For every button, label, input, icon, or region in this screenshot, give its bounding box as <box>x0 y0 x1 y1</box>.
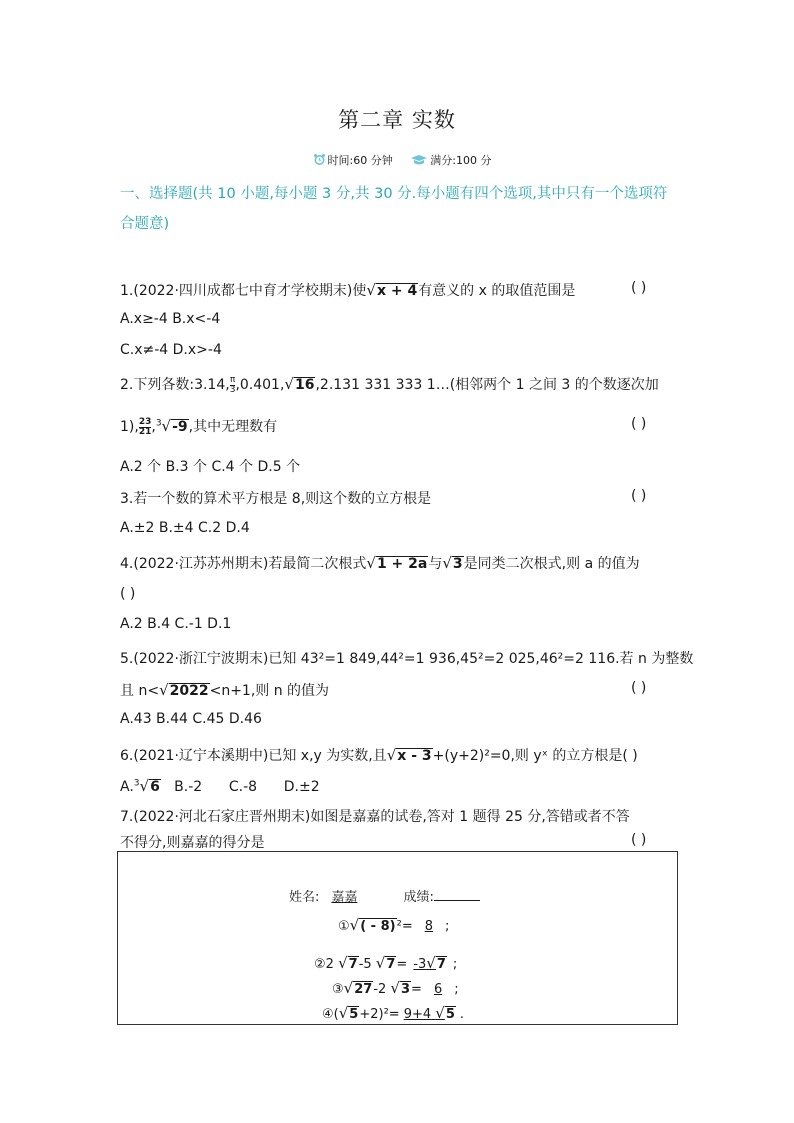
radical-sign: √ <box>338 954 348 972</box>
student-name: 嘉嘉 <box>331 890 358 905</box>
item2-answer-radicand: 7 <box>436 957 446 972</box>
radical-sign: √ <box>366 281 376 299</box>
paper-item-2 <box>314 954 457 972</box>
item4-answer-radicand: 5 <box>445 1007 455 1022</box>
question-4 <box>120 553 640 573</box>
q5-radicand: 2022 <box>169 683 209 699</box>
q4-stem-mid: 与 <box>428 556 443 572</box>
q2-options: A.2 个 B.3 个 C.4 个 D.5 个 <box>120 459 301 475</box>
fraction-numerator: π <box>229 374 236 385</box>
item3-radicand-1: 27 <box>354 982 373 997</box>
period: . <box>459 1007 465 1022</box>
grade-label: 成绩: <box>403 890 434 905</box>
q6-stem: 6.(2021·辽宁本溪期中)已知 x,y 为实数,且 <box>120 748 387 764</box>
radical-sign: √ <box>442 554 452 572</box>
radical-sign: √ <box>338 1004 349 1022</box>
page-title: 第二章 实数 <box>338 108 456 132</box>
q2-stem: 2.下列各数:3.14, <box>120 377 230 393</box>
q5-stem-end: <n+1,则 n 的值为 <box>209 683 330 699</box>
paper-item-3 <box>332 979 459 997</box>
item3-eq: = <box>411 982 422 997</box>
radical-sign: √ <box>139 777 150 795</box>
question-7: 7.(2022·河北石家庄晋州期末)如图是嘉嘉的试卷,答对 1 题得 25 分,答错或者不答 <box>120 809 630 825</box>
item4-answer <box>400 1004 460 1022</box>
radical-sign: √ <box>284 375 294 393</box>
graduation-cap-icon <box>410 154 428 169</box>
question-6 <box>120 745 638 765</box>
q5-options: A.43 B.44 C.45 D.46 <box>120 711 262 727</box>
q4-radicand-2: 3 <box>452 556 463 572</box>
item2-answer-coef: -3 <box>413 957 427 972</box>
answer-blank-3: ( ) <box>631 488 647 504</box>
answer-blank-1: ( ) <box>631 280 647 296</box>
answer-blank-5: ( ) <box>631 680 647 696</box>
radical-sign: √ <box>349 916 360 934</box>
answer-blank-2: ( ) <box>631 416 647 432</box>
grade-blank <box>434 888 480 901</box>
q6-options-rest: B.-2 C.-8 D.±2 <box>160 779 320 795</box>
cube-root-index: 3 <box>155 418 162 429</box>
question-1 <box>120 280 575 300</box>
paper-item-4 <box>322 1004 464 1022</box>
item2-radicand-1: 7 <box>348 957 358 972</box>
radical-sign: √ <box>435 1004 445 1022</box>
radical-sign: √ <box>390 979 400 997</box>
q4-stem: 4.(2022·江苏苏州期末)若最简二次根式 <box>120 556 367 572</box>
q6-option-a: A. <box>120 779 134 795</box>
item4-radicand: 5 <box>349 1007 359 1022</box>
q5-stem: 且 n< <box>120 683 160 699</box>
item2-answer <box>407 954 453 972</box>
q4-radicand-1: 1 + 2a <box>376 556 428 572</box>
q6-option-a-radicand: 6 <box>150 779 160 795</box>
paper-item-1 <box>338 916 449 934</box>
fraction-denominator: 3 <box>229 384 236 395</box>
clock-icon <box>313 153 326 169</box>
item-number: ④( <box>322 1007 339 1022</box>
q2-stem-c: ,2.131 331 333 1…(相邻两个 1 之间 3 的个数逐次加 <box>315 377 659 393</box>
item3-answer: 6 <box>433 982 443 997</box>
item-number: ③ <box>332 982 344 997</box>
answer-blank-4: ( ) <box>120 586 136 602</box>
q2-stem-e: , <box>151 419 156 435</box>
q2-radicand-2: -9 <box>172 419 188 435</box>
q1-options-cd: C.x≠-4 D.x>-4 <box>120 342 222 358</box>
exam-meta <box>0 152 794 169</box>
full-score: 满分:100 分 <box>430 154 492 167</box>
section-heading: 一、选择题(共 10 小题,每小题 3 分,共 30 分.每小题有四个选项,其中只有一个选项符合题意) <box>120 186 668 232</box>
item1-tail: ²= <box>396 919 413 934</box>
question-3: 3.若一个数的算术平方根是 8,则这个数的立方根是 <box>120 491 432 507</box>
item2-eq: = <box>396 957 408 972</box>
item3-radicand-2: 3 <box>400 982 411 997</box>
name-label: 姓名: <box>289 890 320 905</box>
radical-sign: √ <box>159 681 169 699</box>
radical-sign: √ <box>426 954 436 972</box>
answer-blank-7: ( ) <box>631 832 647 848</box>
item2-mid: -5 <box>358 957 372 972</box>
fraction-23-21 <box>139 418 152 437</box>
semicolon: ; <box>445 919 450 934</box>
q6-radicand: x - 3 <box>397 748 432 764</box>
radical-sign: √ <box>343 979 354 997</box>
cube-root-index: 3 <box>133 778 140 789</box>
item1-radicand: ( - 8) <box>360 919 396 934</box>
q2-stem-d: 1), <box>120 419 139 435</box>
item4-answer-coef: 9+4 <box>403 1007 432 1022</box>
semicolon: ; <box>454 982 459 997</box>
item2-radicand-2: 7 <box>386 957 396 972</box>
q6-options <box>120 777 320 795</box>
time-limit: 时间:60 分钟 <box>327 154 393 167</box>
q1-options-ab: A.x≥-4 B.x<-4 <box>120 311 221 327</box>
q2-stem-f: ,其中无理数有 <box>188 419 278 435</box>
item1-answer: 8 <box>424 919 433 934</box>
q4-options: A.2 B.4 C.-1 D.1 <box>120 616 232 632</box>
item-number: ① <box>338 919 350 934</box>
fraction-numerator: 23 <box>138 416 152 427</box>
q2-radicand: 16 <box>294 377 315 393</box>
question-5-line2 <box>120 680 329 700</box>
semicolon: ; <box>452 957 458 972</box>
item-number: ②2 <box>314 957 334 972</box>
question-7-line2: 不得分,则嘉嘉的得分是 <box>120 835 265 851</box>
item4-mid: +2)²= <box>359 1007 400 1022</box>
question-5: 5.(2022·浙江宁波期末)已知 43²=1 849,44²=1 936,45²=2 025,46²=2 116.若 n 为整数 <box>120 651 694 667</box>
paper-name-row <box>289 886 480 905</box>
q2-stem-b: ,0.401, <box>235 377 285 393</box>
q1-stem: 1.(2022·四川成都七中育才学校期末)使 <box>120 283 367 299</box>
radical-sign: √ <box>366 554 376 572</box>
q1-stem-end: 有意义的 x 的取值范围是 <box>418 283 576 299</box>
q4-stem-end: 是同类二次根式,则 a 的值为 <box>463 556 640 572</box>
radical-sign: √ <box>386 746 397 764</box>
q6-stem-end: +(y+2)²=0,则 yˣ 的立方根是( ) <box>432 748 638 764</box>
test-paper-figure <box>117 851 678 1025</box>
item3-mid: -2 <box>373 982 387 997</box>
question-2 <box>120 374 659 395</box>
fraction-denominator: 21 <box>138 426 152 437</box>
radical-sign: √ <box>375 954 386 972</box>
q3-options: A.±2 B.±4 C.2 D.4 <box>120 520 250 536</box>
radical-sign: √ <box>161 417 172 435</box>
question-2-line2 <box>120 416 277 437</box>
q1-radicand: x + 4 <box>376 283 418 299</box>
